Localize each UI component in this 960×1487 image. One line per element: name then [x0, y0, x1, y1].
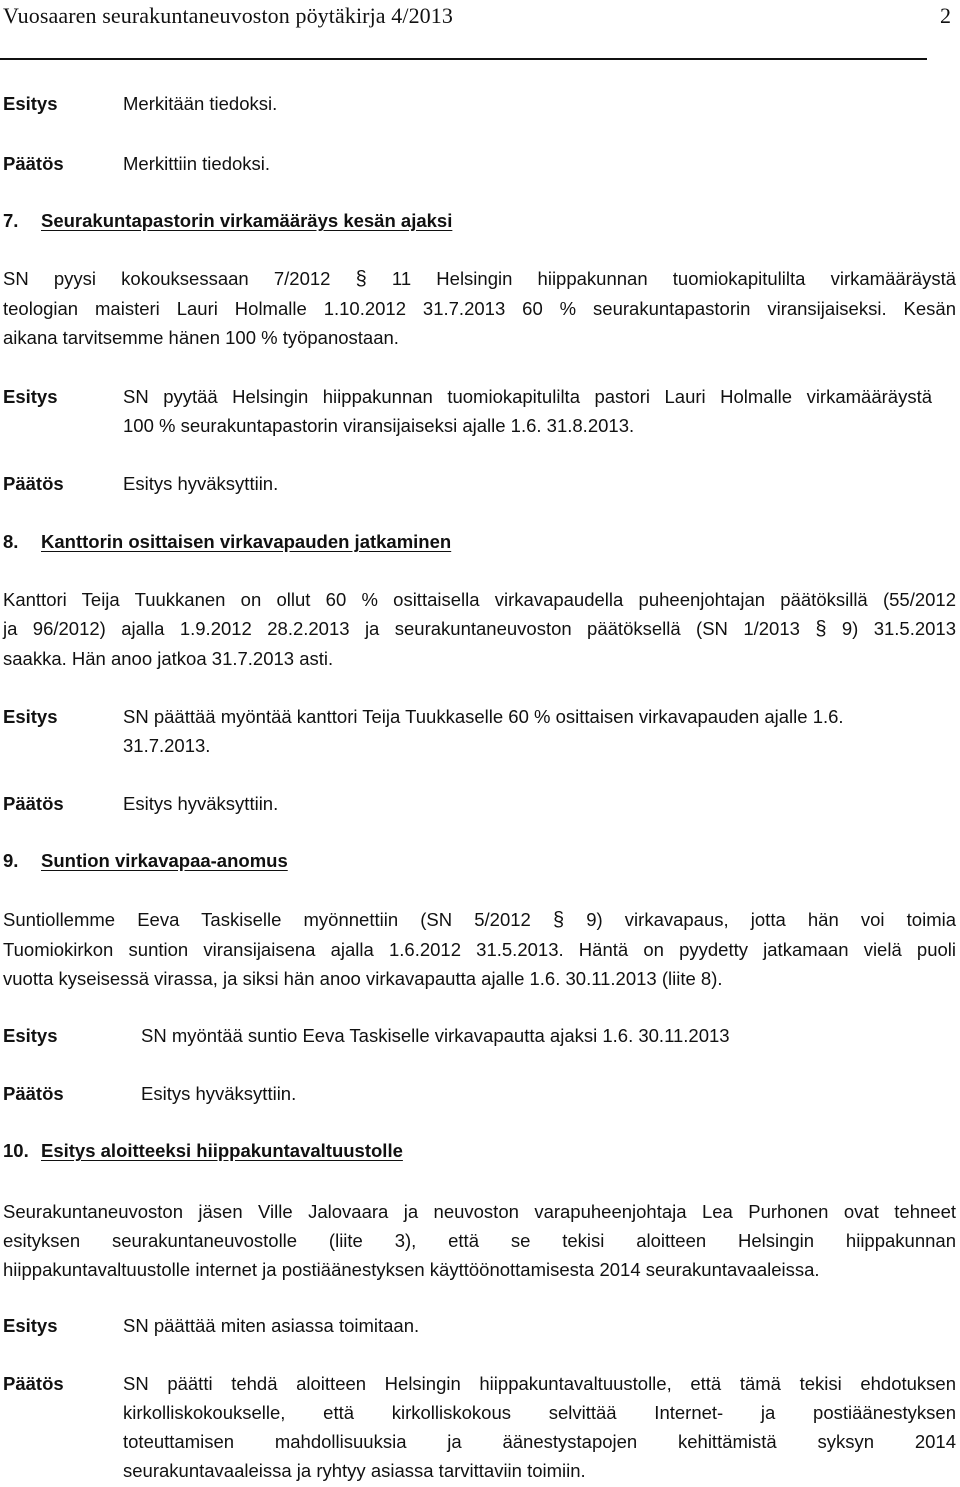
- paragraph-line: hiippakuntavaltuustolle internet ja postiäänestyksen käyttöönottamisesta 2014 seurakuntavaaleissa.: [3, 1259, 820, 1280]
- paatos-label: Päätös: [3, 1373, 64, 1394]
- section-7-paragraph: [3, 264, 956, 352]
- paatos-label: Päätös: [3, 1083, 64, 1104]
- section-title: Seurakuntapastorin virkamääräys kesän ajaksi: [41, 210, 453, 231]
- section-heading-9: [3, 850, 288, 872]
- section-heading-7: [3, 210, 452, 232]
- paragraph-line: Suntiollemme Eeva Taskiselle myönnettiin (SN 5/2012 § 9) virkavapaus, jotta hän voi toimia: [3, 909, 957, 931]
- paatos-line: kirkolliskokoukselle, että kirkolliskokous selvittää Internet- ja postiäänestyksen: [123, 1402, 956, 1423]
- esitys-label: Esitys: [3, 386, 58, 407]
- esitys-label: Esitys: [3, 1025, 58, 1046]
- section-number: 8.: [3, 531, 19, 552]
- paragraph-line: saakka. Hän anoo jatkoa 31.7.2013 asti.: [3, 648, 334, 669]
- paragraph-line: esityksen seurakuntaneuvostolle (liite 3), että se tekisi aloitteen Helsingin hiippakunnan: [3, 1230, 956, 1251]
- section-10-paragraph: [3, 1197, 956, 1284]
- esitys-label: Esitys: [3, 93, 58, 114]
- esitys-line: 100 % seurakuntapastorin viransijaiseksi ajalle 1.6. 31.8.2013.: [123, 415, 635, 436]
- paatos-text: Esitys hyväksyttiin.: [123, 793, 279, 814]
- paatos-label: Päätös: [3, 153, 64, 174]
- esitys-text: Merkitään tiedoksi.: [123, 93, 278, 114]
- section-number: 9.: [3, 850, 19, 871]
- paatos-line: toteuttamisen mahdollisuuksia ja äänestystapojen kehittämistä syksyn 2014: [123, 1431, 956, 1452]
- section-8-paragraph: [3, 585, 956, 673]
- page-number: 2: [940, 3, 951, 28]
- paatos-text: Esitys hyväksyttiin.: [123, 473, 279, 494]
- esitys-line: SN pyytää Helsingin hiippakunnan tuomiokapitulilta pastori Lauri Holmalle virkamääräystä: [123, 386, 932, 407]
- paragraph-line: Tuomiokirkon suntion viransijaisena ajalla 1.6.2012 31.5.2013. Häntä on pyydetty jatkamaan vielä puoli: [3, 939, 956, 960]
- paatos-label: Päätös: [3, 793, 64, 814]
- paatos-text: Esitys hyväksyttiin.: [141, 1083, 297, 1104]
- paragraph-line: Kanttori Teija Tuukkanen on ollut 60 % osittaisella virkavapaudella puheenjohtajan päätöksillä (55/2012: [3, 589, 956, 610]
- paragraph-line: teologian maisteri Lauri Holmalle 1.10.2012 31.7.2013 60 % seurakuntapastorin viransijaiseksi. Kesän: [3, 298, 956, 319]
- esitys-text: SN päättää miten asiassa toimitaan.: [123, 1315, 420, 1336]
- section-9-paragraph: [3, 905, 956, 993]
- esitys-text: SN myöntää suntio Eeva Taskiselle virkavapautta ajaksi 1.6. 30.11.2013: [141, 1025, 730, 1046]
- header-rule: [0, 58, 927, 60]
- paragraph-line: vuotta kyseisessä virassa, ja siksi hän anoo virkavapautta ajalle 1.6. 30.11.2013 (liite 8).: [3, 968, 723, 989]
- section-title: Esitys aloitteeksi hiippakuntavaltuustolle: [41, 1140, 403, 1161]
- paatos-label: Päätös: [3, 473, 64, 494]
- esitys-line: 31.7.2013.: [123, 735, 211, 756]
- paatos-text: Merkittiin tiedoksi.: [123, 153, 271, 174]
- paatos-line: seurakuntavaaleissa ja ryhtyy asiassa tarvittaviin toimiin.: [123, 1460, 586, 1481]
- section-heading-8: [3, 531, 451, 553]
- paragraph-line: Seurakuntaneuvoston jäsen Ville Jalovaara ja neuvoston varapuheenjohtaja Lea Purhonen ovat tehneet: [3, 1201, 956, 1222]
- section-title: Kanttorin osittaisen virkavapauden jatkaminen: [41, 531, 452, 552]
- section-number: 7.: [3, 210, 19, 231]
- section-heading-10: [3, 1140, 403, 1162]
- document-title: Vuosaaren seurakuntaneuvoston pöytäkirja 4/2013: [3, 3, 453, 28]
- paragraph-line: aikana tarvitsemme hänen 100 % työpanostaan.: [3, 327, 399, 348]
- esitys-label: Esitys: [3, 706, 58, 727]
- paatos-line: SN päätti tehdä aloitteen Helsingin hiippakuntavaltuustolle, että tämä tekisi ehdotuksen: [123, 1373, 956, 1394]
- esitys-label: Esitys: [3, 1315, 58, 1336]
- esitys-line: SN päättää myöntää kanttori Teija Tuukkaselle 60 % osittaisen virkavapauden ajalle 1.6.: [123, 706, 844, 727]
- esitys-text: [123, 702, 932, 760]
- section-number: 10.: [3, 1140, 29, 1161]
- paatos-text: [123, 1369, 956, 1485]
- paragraph-line: SN pyysi kokouksessaan 7/2012 § 11 Helsingin hiippakunnan tuomiokapitulilta virkamääräystä: [3, 268, 957, 290]
- section-title: Suntion virkavapaa-anomus: [41, 850, 288, 871]
- paragraph-line: ja 96/2012) ajalla 1.9.2012 28.2.2013 ja seurakuntaneuvoston päätöksellä (SN 1/2013 § 9) 31.5.2013: [3, 618, 956, 640]
- esitys-text: [123, 382, 932, 440]
- page-header: [3, 3, 953, 33]
